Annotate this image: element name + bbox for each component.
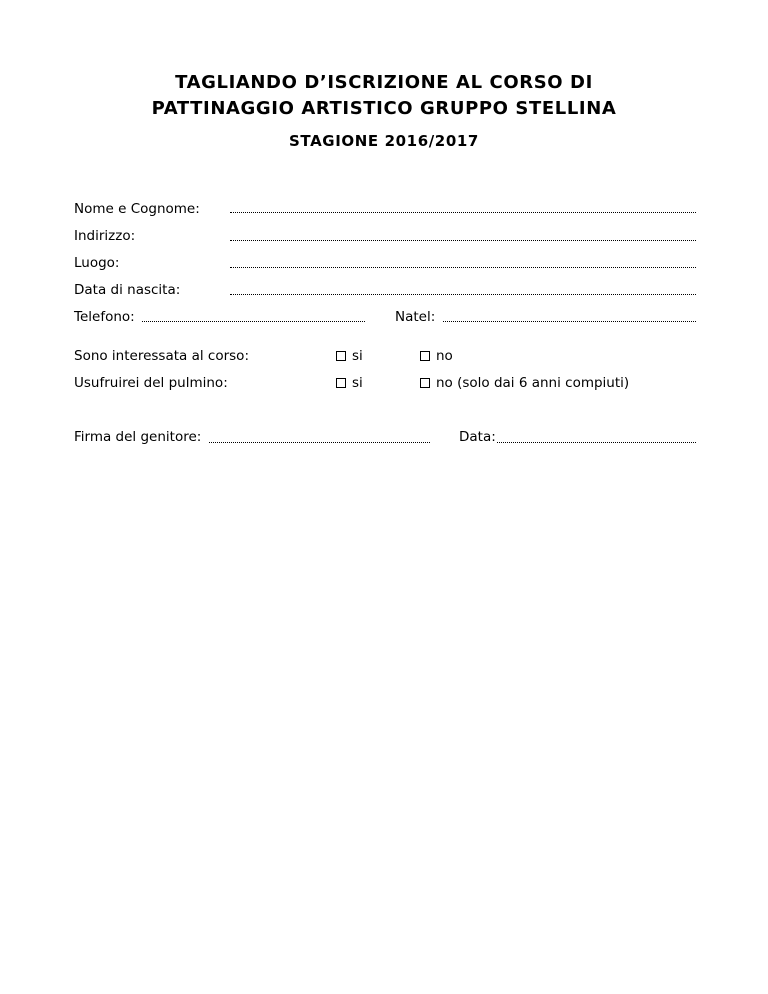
course-yes-label: si — [352, 348, 363, 364]
season-heading: STAGIONE 2016/2017 — [289, 132, 479, 150]
parent-signature-line[interactable] — [209, 442, 430, 443]
address-label: Indirizzo: — [74, 228, 136, 244]
date-field-line[interactable] — [497, 442, 696, 443]
mobile-label: Natel: — [395, 309, 436, 325]
place-field-line[interactable] — [230, 267, 696, 268]
phone-field-line[interactable] — [142, 321, 365, 322]
date-label: Data: — [459, 429, 496, 445]
minibus-no-option[interactable] — [420, 375, 629, 391]
birth-date-label: Data di nascita: — [74, 282, 181, 298]
minibus-no-label: no (solo dai 6 anni compiuti) — [436, 375, 630, 391]
place-label: Luogo: — [74, 255, 120, 271]
address-field-line[interactable] — [230, 240, 696, 241]
course-no-option[interactable] — [420, 348, 453, 364]
minibus-yes-label: si — [352, 375, 363, 391]
minibus-question-label: Usufruirei del pulmino: — [74, 375, 228, 391]
form-title-line-1: TAGLIANDO D’ISCRIZIONE AL CORSO DI — [175, 72, 593, 93]
checkbox-icon[interactable] — [420, 351, 430, 361]
parent-signature-label: Firma del genitore: — [74, 429, 202, 445]
mobile-field-line[interactable] — [443, 321, 696, 322]
minibus-yes-option[interactable] — [336, 375, 363, 391]
birth-date-field-line[interactable] — [230, 294, 696, 295]
course-no-label: no — [436, 348, 453, 364]
checkbox-icon[interactable] — [336, 378, 346, 388]
checkbox-icon[interactable] — [336, 351, 346, 361]
name-field-line[interactable] — [230, 212, 696, 213]
checkbox-icon[interactable] — [420, 378, 430, 388]
name-label: Nome e Cognome: — [74, 201, 200, 217]
phone-label: Telefono: — [74, 309, 135, 325]
form-title-line-2: PATTINAGGIO ARTISTICO GRUPPO STELLINA — [151, 98, 617, 119]
course-yes-option[interactable] — [336, 348, 363, 364]
course-question-label: Sono interessata al corso: — [74, 348, 249, 364]
